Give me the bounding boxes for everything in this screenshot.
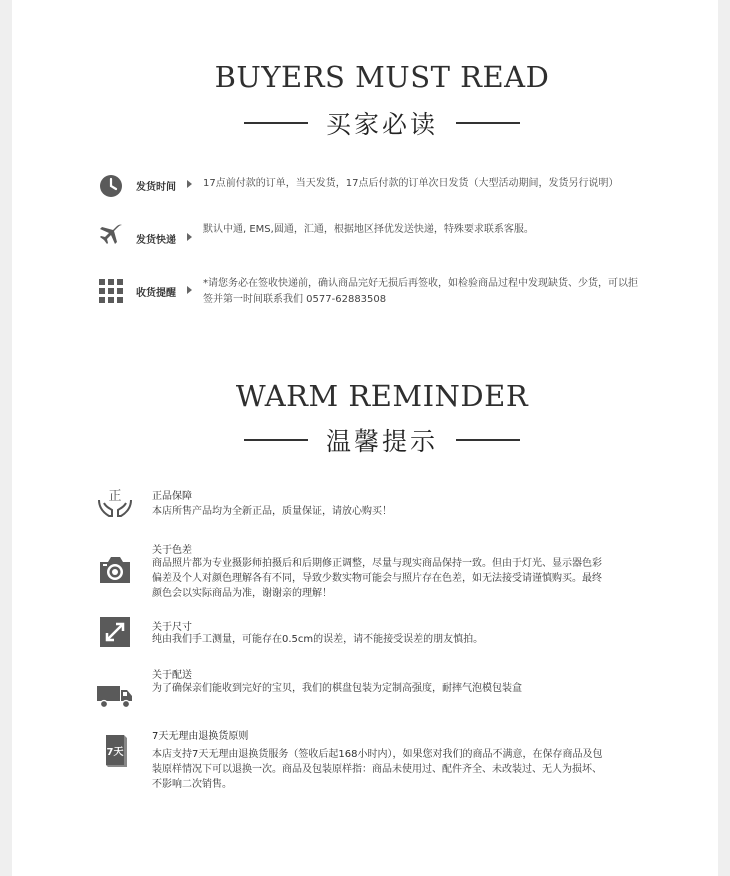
reminder-title-en: WARM REMINDER bbox=[235, 379, 529, 413]
seven-day-icon-text: 7天 bbox=[106, 747, 124, 758]
buyers-item-label: 发货快递 bbox=[136, 235, 176, 246]
truck-icon bbox=[96, 678, 134, 712]
reminder-item-head: 7天无理由退换货原则 bbox=[152, 731, 249, 742]
page bbox=[12, 0, 718, 876]
reminder-item-body: 为了确保亲们能收到完好的宝贝，我们的棋盘包装为定制高强度，耐摔气泡模包装盒 bbox=[152, 683, 522, 694]
buyers-item-label: 发货时间 bbox=[136, 182, 176, 193]
buyers-item-text: *请您务必在签收快递前，确认商品完好无损后再签收，如检验商品过程中发现缺货、少货，可以拒签并第一时间联系我们 0577-62883508 bbox=[203, 278, 638, 305]
reminder-item-head: 关于尺寸 bbox=[152, 622, 192, 633]
triangle-icon bbox=[187, 286, 192, 294]
reminder-item-head: 关于配送 bbox=[152, 670, 192, 681]
reminder-item-head: 关于色差 bbox=[152, 545, 192, 556]
triangle-icon bbox=[187, 233, 192, 241]
camera-icon bbox=[96, 553, 134, 587]
title-rule-right bbox=[456, 122, 520, 124]
buyers-item-label: 收货提醒 bbox=[136, 288, 176, 299]
reminder-item-body: 商品照片都为专业摄影师拍摄后和后期修正调整，尽量与现实商品保持一致。但由于灯光、显示器色彩偏差及个人对颜色理解各有不同，导致少数实物可能会与照片存在色差，如无法接受请谨慎购买。最终颜色会以实际商品为准，谢谢亲的理解！ bbox=[152, 558, 602, 599]
reminder-title-cn: 温馨提示 bbox=[325, 427, 438, 456]
reminder-item-body: 本店支持7天无理由退换货服务（签收后起168小时内），如果您对我们的商品不满意，在保存商品及包装原样情况下可以退换一次。商品及包装原样指：商品未使用过、配件齐全、未改装过、无人为损坏、不影响二次销售。 bbox=[152, 749, 603, 790]
buyers-item-text: 默认中通, EMS,圆通，汇通，根据地区择优发送快递，特殊要求联系客服。 bbox=[203, 224, 534, 235]
buyers-title-cn-row bbox=[12, 103, 730, 143]
genuine-icon-text: 正 bbox=[108, 489, 122, 504]
grid-icon bbox=[98, 278, 124, 304]
reminder-title-cn-row bbox=[12, 420, 730, 460]
buyers-title-cn: 买家必读 bbox=[325, 110, 438, 139]
airplane-icon bbox=[98, 222, 124, 248]
clock-icon bbox=[98, 173, 124, 199]
reminder-item-head: 正品保障 bbox=[152, 491, 192, 502]
buyers-title-en: BUYERS MUST READ bbox=[214, 60, 550, 94]
title-rule-right bbox=[456, 439, 520, 441]
reminder-item-body: 纯由我们手工测量，可能存在0.5cm的误差，请不能接受误差的朋友慎拍。 bbox=[152, 634, 484, 645]
triangle-icon bbox=[187, 180, 192, 188]
reminder-item-body: 本店所售产品均为全新正品，质量保证，请放心购买！ bbox=[152, 506, 392, 517]
buyers-item-text: 17点前付款的订单，当天发货，17点后付款的订单次日发货（大型活动期间，发货另行说明） bbox=[203, 178, 619, 189]
genuine-hands-icon bbox=[96, 486, 134, 520]
title-rule-left bbox=[244, 439, 308, 441]
title-rule-left bbox=[244, 122, 308, 124]
seven-day-return-icon bbox=[96, 733, 134, 767]
resize-arrow-icon bbox=[96, 616, 134, 650]
